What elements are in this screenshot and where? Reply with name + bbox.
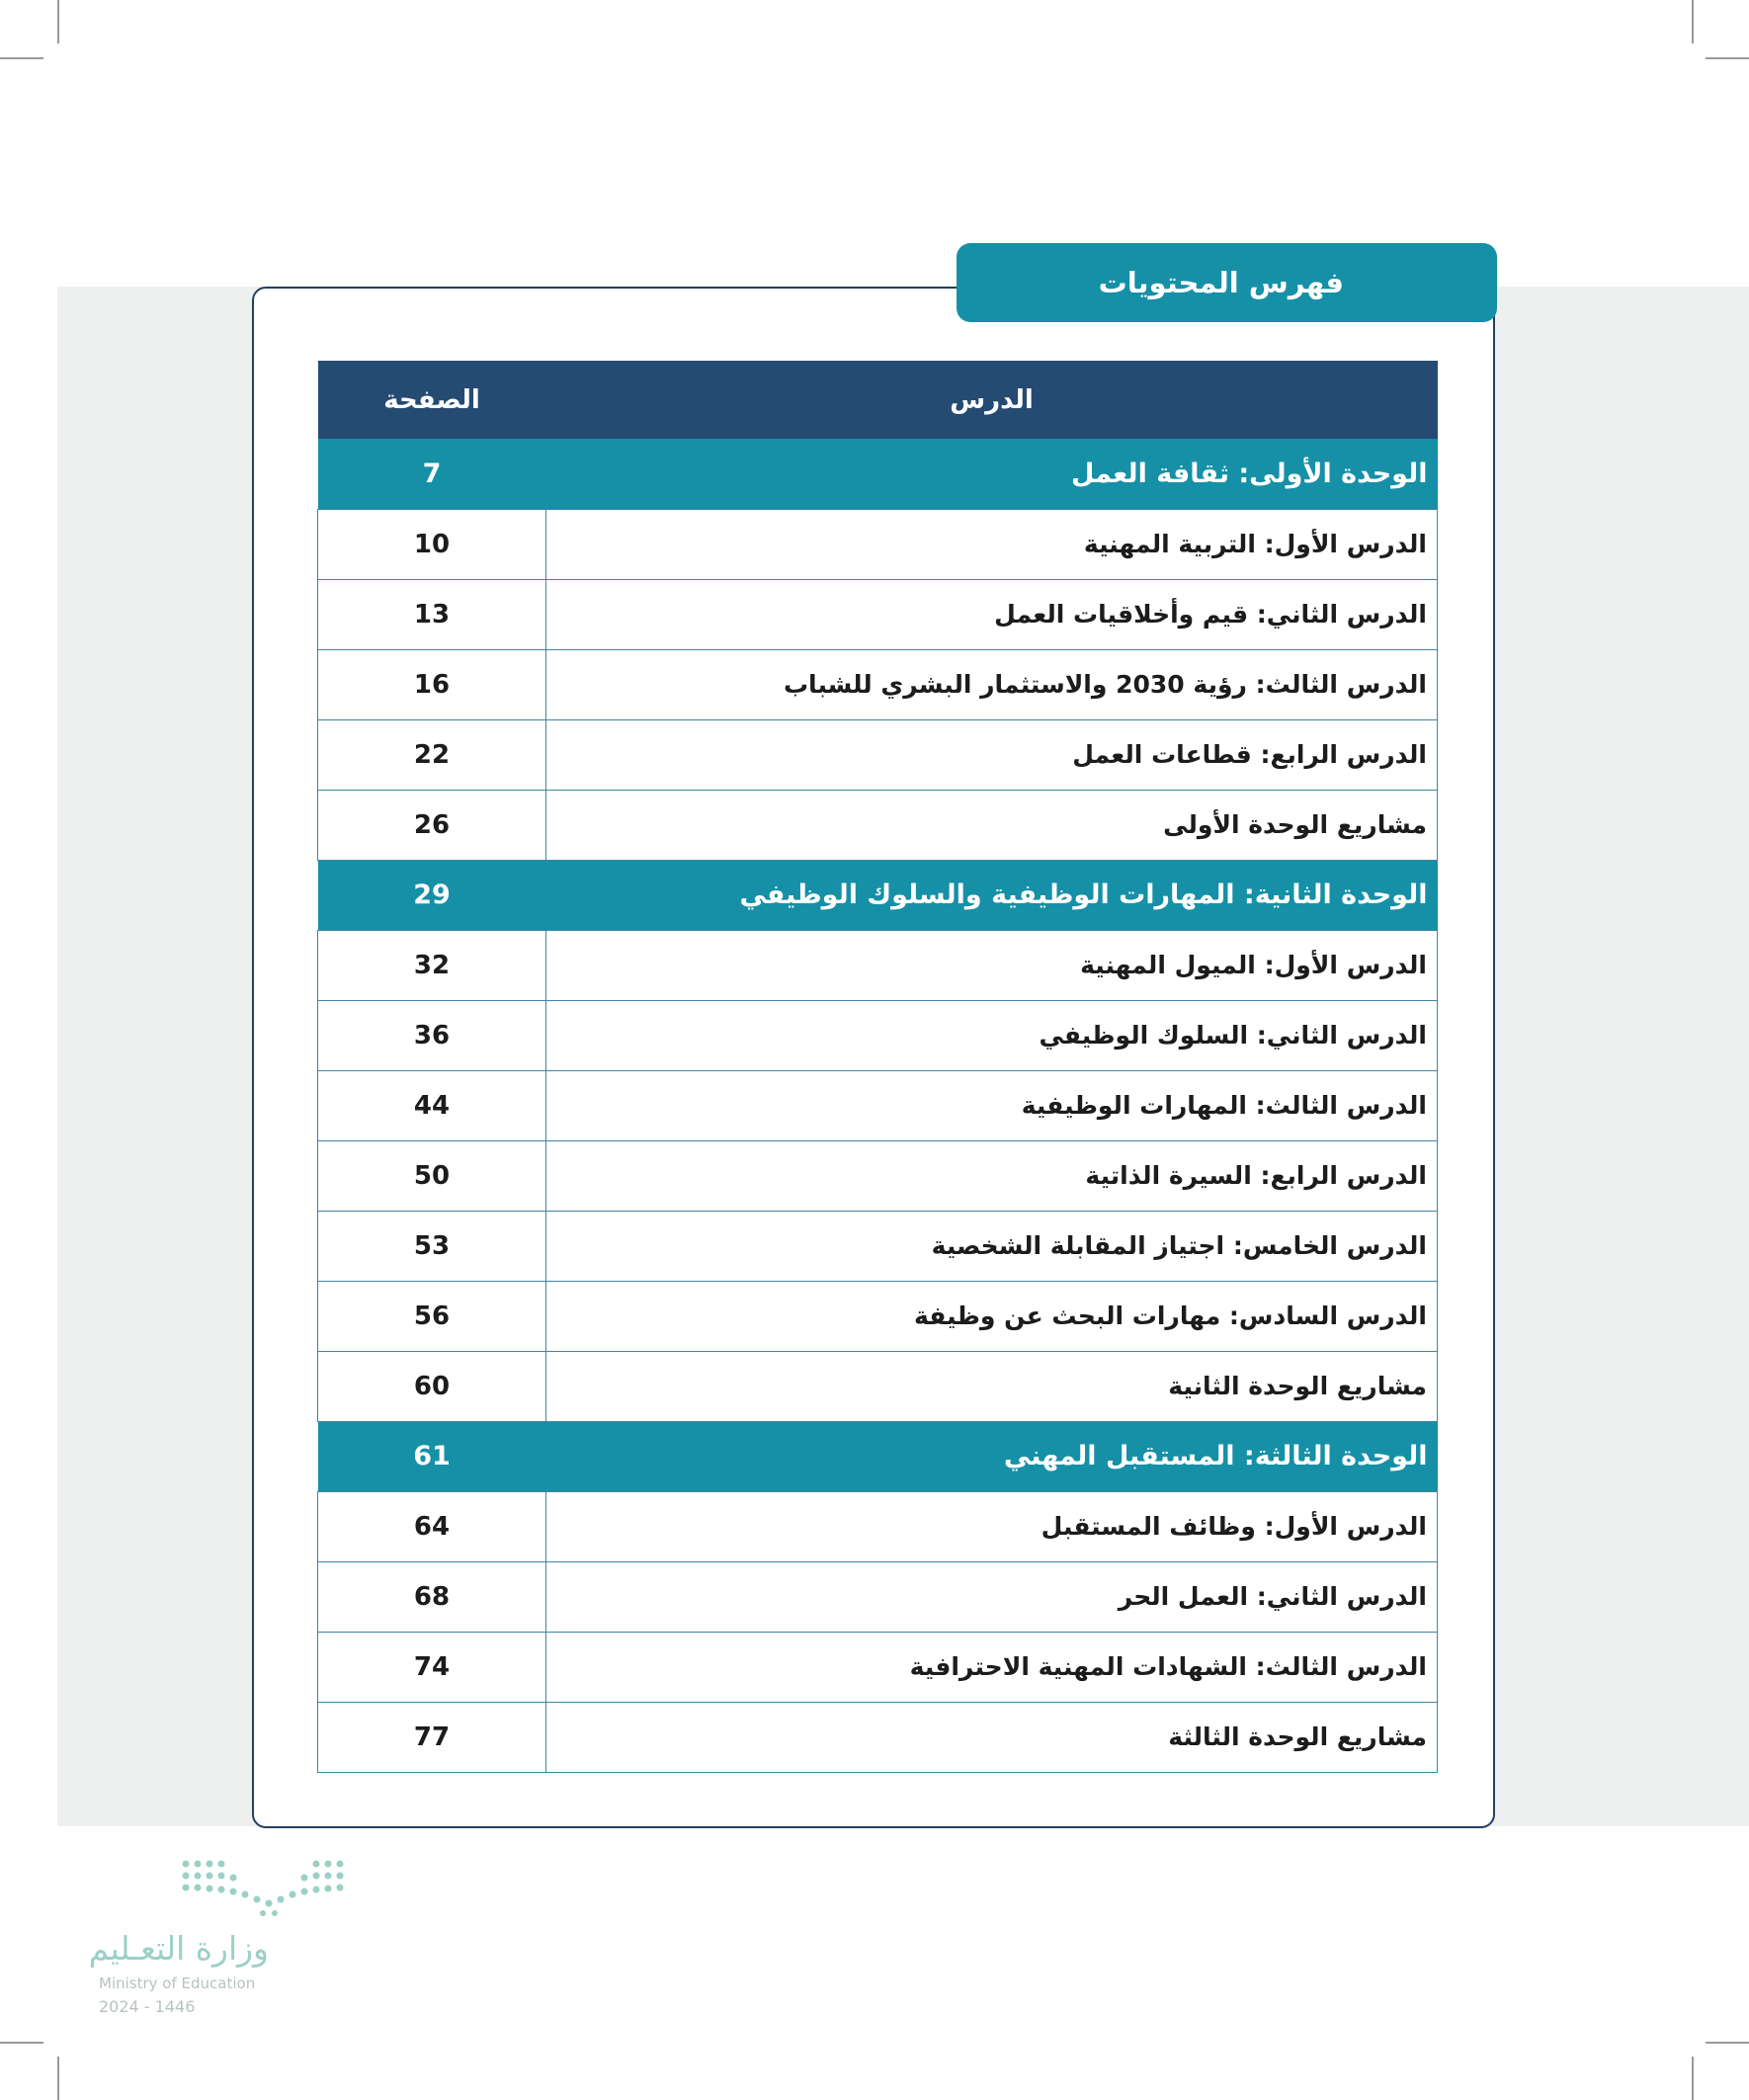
page-number: 10 <box>318 509 546 579</box>
page-number: 26 <box>318 790 546 860</box>
lesson-row <box>318 1702 1438 1772</box>
page-number: 13 <box>318 579 546 649</box>
lesson-row <box>318 1281 1438 1351</box>
lesson-title: الدرس الرابع: السيرة الذاتية <box>546 1140 1438 1211</box>
crop-mark <box>1692 2057 1694 2100</box>
lesson-title: الدرس الثالث: رؤية 2030 والاستثمار البشري للشباب <box>546 649 1438 719</box>
page-number: 29 <box>318 860 546 930</box>
page-number: 16 <box>318 649 546 719</box>
page-number: 68 <box>318 1561 546 1632</box>
page-number: 50 <box>318 1140 546 1211</box>
unit-row <box>318 1421 1438 1491</box>
lesson-title: الدرس الثالث: الشهادات المهنية الاحترافية <box>546 1632 1438 1702</box>
page-number: 44 <box>318 1070 546 1140</box>
page-number: 32 <box>318 930 546 1000</box>
lesson-row <box>318 649 1438 719</box>
crop-mark <box>57 2057 59 2100</box>
lesson-row <box>318 1140 1438 1211</box>
lesson-title: الدرس الأول: وظائف المستقبل <box>546 1491 1438 1561</box>
crop-mark <box>1706 57 1749 59</box>
page-number: 53 <box>318 1211 546 1281</box>
lesson-row <box>318 1211 1438 1281</box>
page-number: 56 <box>318 1281 546 1351</box>
unit-row <box>318 439 1438 509</box>
page-number: 77 <box>318 1702 546 1772</box>
crop-mark <box>0 57 43 59</box>
table-header-row <box>318 361 1438 439</box>
lesson-title: الدرس الأول: الميول المهنية <box>546 930 1438 1000</box>
lesson-title: الدرس السادس: مهارات البحث عن وظيفة <box>546 1281 1438 1351</box>
lesson-column-header: الدرس <box>546 361 1438 439</box>
lesson-row <box>318 1070 1438 1140</box>
ministry-emblem-icon <box>180 1858 348 1925</box>
crop-mark <box>0 2042 43 2044</box>
lesson-row <box>318 579 1438 649</box>
title-tab <box>957 243 1497 322</box>
page-column-header: الصفحة <box>318 361 546 439</box>
lesson-row <box>318 1561 1438 1632</box>
lesson-title: الدرس الأول: التربية المهنية <box>546 509 1438 579</box>
unit-title: الوحدة الأولى: ثقافة العمل <box>546 439 1438 509</box>
lesson-title: مشاريع الوحدة الثالثة <box>546 1702 1438 1772</box>
lesson-row <box>318 1632 1438 1702</box>
lesson-row <box>318 1000 1438 1070</box>
lesson-title: الدرس الثالث: المهارات الوظيفية <box>546 1070 1438 1140</box>
page-number: 7 <box>318 439 546 509</box>
page-number: 61 <box>318 1421 546 1491</box>
page-number: 74 <box>318 1632 546 1702</box>
unit-row <box>318 860 1438 930</box>
page-number: 36 <box>318 1000 546 1070</box>
lesson-row <box>318 1351 1438 1421</box>
lesson-row <box>318 930 1438 1000</box>
contents-table <box>317 361 1438 1773</box>
lesson-title: مشاريع الوحدة الثانية <box>546 1351 1438 1421</box>
unit-title: الوحدة الثانية: المهارات الوظيفية والسلوك الوظيفي <box>546 860 1438 930</box>
crop-mark <box>1692 0 1694 43</box>
ministry-logo <box>88 1858 366 2031</box>
lesson-row <box>318 790 1438 860</box>
lesson-row <box>318 509 1438 579</box>
lesson-title: الدرس الثاني: السلوك الوظيفي <box>546 1000 1438 1070</box>
lesson-title: مشاريع الوحدة الأولى <box>546 790 1438 860</box>
lesson-row <box>318 719 1438 790</box>
page-number: 22 <box>318 719 546 790</box>
crop-mark <box>57 0 59 43</box>
crop-mark <box>1706 2042 1749 2044</box>
page-number: 64 <box>318 1491 546 1561</box>
lesson-title: الدرس الثاني: العمل الحر <box>546 1561 1438 1632</box>
lesson-title: الدرس الخامس: اجتياز المقابلة الشخصية <box>546 1211 1438 1281</box>
lesson-title: الدرس الرابع: قطاعات العمل <box>546 719 1438 790</box>
edition-year: 2024 - 1446 <box>99 1997 196 2016</box>
page-title: فهرس المحتويات <box>1098 266 1344 299</box>
ministry-name-en: Ministry of Education <box>99 1974 256 1992</box>
lesson-title: الدرس الثاني: قيم وأخلاقيات العمل <box>546 579 1438 649</box>
page-number: 60 <box>318 1351 546 1421</box>
unit-title: الوحدة الثالثة: المستقبل المهني <box>546 1421 1438 1491</box>
lesson-row <box>318 1491 1438 1561</box>
ministry-name-ar: وزارة التعـليم <box>88 1929 269 1968</box>
